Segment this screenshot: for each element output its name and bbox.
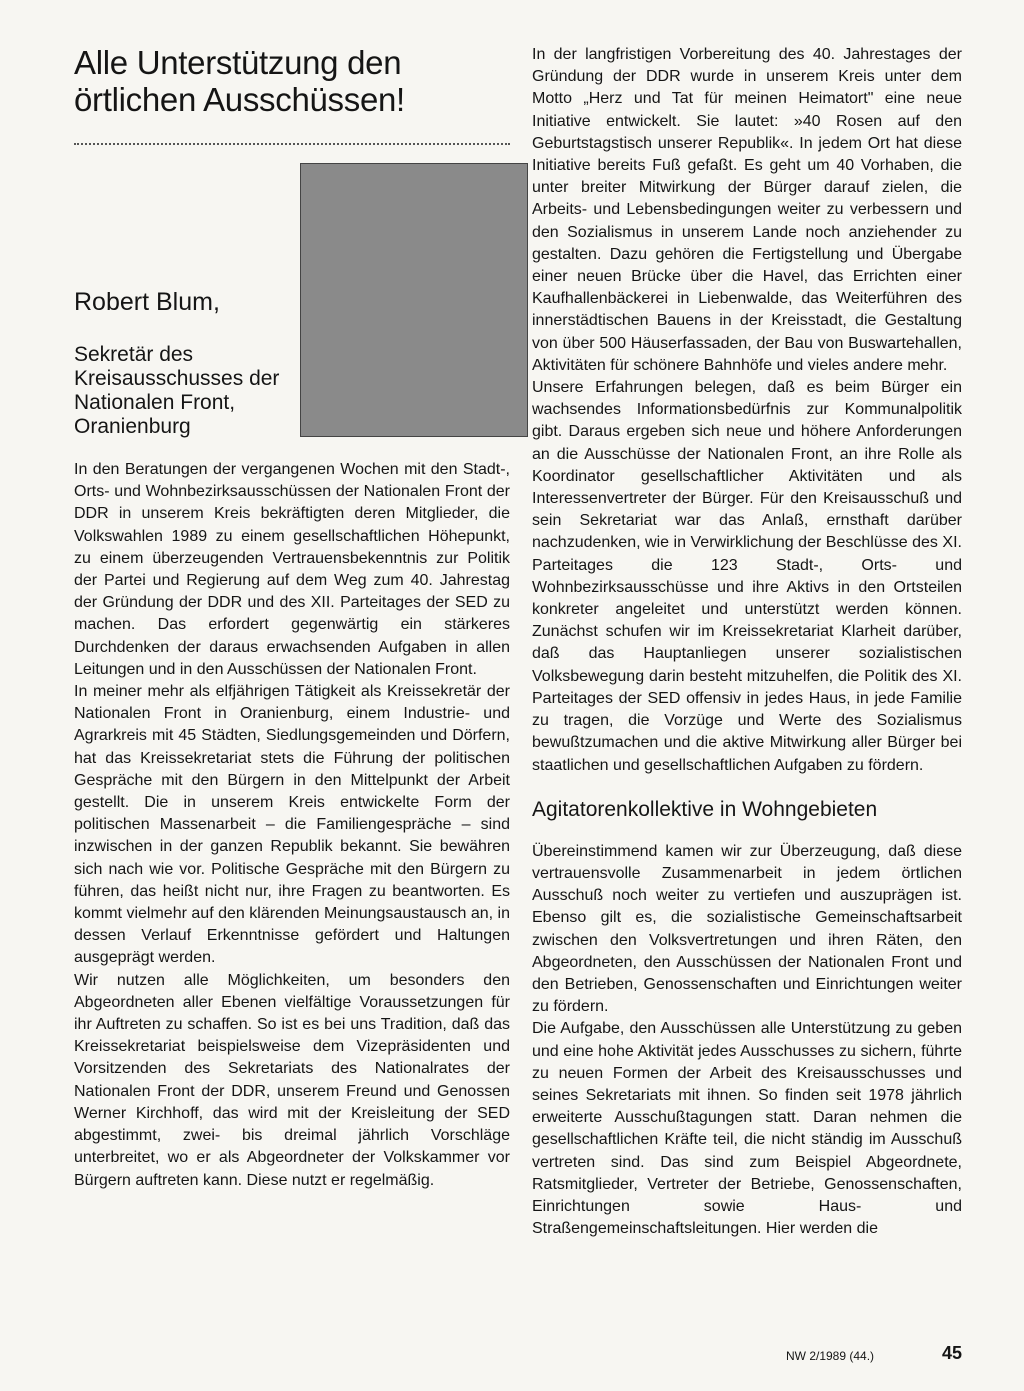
headline-block	[74, 44, 510, 118]
body-paragraph: Die Aufgabe, den Ausschüssen alle Unterstützung zu geben und eine hohe Aktivität jedes Ausschusses zu sichern, führte zu neuen Formen der Arbeit des Kreisausschusses und seines Sekretariats mit ihnen. So finden seit 1978 jährlich erweiterte Ausschußtagungen statt. Daran nehmen die gesellschaftlichen Kräfte teil, die nicht ständig im Ausschuß vertreten sind. Das sind zum Beispiel Abgeordnete, Ratsmitglieder, Vertreter der Betriebe, Genossenschaften, Einrichtungen sowie Haus- und Straßengemeinschaftsleitungen. Hier werden die	[532, 1020, 962, 1238]
body-paragraph: Wir nutzen alle Möglichkeiten, um besonders den Abgeordneten aller Ebenen vielfältige Voraussetzungen für ihr Auftreten zu schaffen. So ist es bei uns Tradition, daß das Kreissekretariat beispielsweise dem Vizepräsidenten und Vorsitzenden des Sekretariats des Nationalrates der Nationalen Front der DDR, unserem Freund und Genossen Werner Kirchhoff, das wird mit der Kreisleitung der SED abgestimmt, zwei- bis dreimal jährlich Vorschläge unterbreitet, wo er als Abgeordneter der Volkskammer vor Bürgern auftreten kann. Diese nutzt er regelmäßig.	[74, 971, 510, 1189]
headline-divider	[74, 143, 510, 145]
section-subheading: Agitatorenkollektive in Wohngebieten	[532, 797, 878, 821]
page-footer	[786, 1343, 962, 1367]
author-photo	[300, 163, 528, 437]
body-paragraph: In meiner mehr als elfjährigen Tätigkeit als Kreissekretär der Nationalen Front in Oranienburg, einem Industrie- und Agrarkreis mit 45 Städten, Siedlungsgemeinden und Dörfern, hat das Kreissekretariat stets die Führung der politischen Gespräche mit den Bürgern in den Mittelpunkt der Arbeit gestellt. Die in unserem Kreis entwickelte Form der politischen Massenarbeit – die Familiengespräche – sind inzwischen in der ganzen Republik bekannt. Sie bewähren sich nach wie vor. Politische Gespräche mit den Bürgern zu führen, das heißt nicht nur, ihre Fragen zu beantworten. Es kommt vielmehr auf den klärenden Meinungsaustausch an, in dessen Verlauf Erkenntnisse gefördert und Haltungen ausgeprägt werden.	[74, 683, 510, 967]
body-paragraph: In den Beratungen der vergangenen Wochen mit den Stadt-, Orts- und Wohnbezirksausschüssen der Nationalen Front der DDR in unserem Kreis bekräftigten deren Mitglieder, die Volkswahlen 1989 zu einem gesellschaftlichen Höhepunkt, zu einem überzeugenden Vertrauensbekenntnis zur Politik der Partei und Regierung auf dem Weg zum 40. Jahrestag der Gründung der DDR und des XII. Parteitages der SED zu machen. Das erfordert gegenwärtig ein stärkeres Durchdenken der daraus erwachsenden Aufgaben in allen Leitungen und in den Ausschüssen der Nationalen Front.	[74, 461, 510, 678]
right-column-body	[532, 44, 962, 1240]
author-byline	[74, 287, 294, 439]
left-column-body	[74, 459, 510, 1192]
body-paragraph: Unsere Erfahrungen belegen, daß es beim Bürger ein wachsendes Informationsbedürfnis zur Kommunalpolitik gibt. Daraus ergeben sich neue und höhere Anforderungen an die Ausschüsse der Nationalen Front, an ihre Rolle als Koordinator gesellschaftlicher Aktivitäten und als Interessenvertreter der Bürger. Für den Kreisausschuß und sein Sekretariat war das Anlaß, ernsthaft darüber nachzudenken, wie in Verwirklichung der Beschlüsse des XI. Parteitages die 123 Stadt-, Orts- und Wohnbezirksausschüsse und ihre Aktivs in den Ortsteilen konkreter angeleitet und unterstützt werden können. Zunächst schufen wir im Kreissekretariat Klarheit darüber, daß das Hauptanliegen unserer sozialistischen Volksbewegung darin besteht mitzuhelfen, die Politik des XI. Parteitages der SED offensiv in jedes Haus, in jede Familie zu tragen, die Vorzüge und Werte des Sozialismus bewußtzumachen und die aktive Mitwirkung aller Bürger bei staatlichen und gesellschaftlichen Aufgaben zu fördern.	[532, 379, 962, 774]
issue-label: NW 2/1989 (44.)	[786, 1349, 875, 1363]
body-paragraph: Übereinstimmend kamen wir zur Überzeugung, daß diese vertrauensvolle Zusammenarbeit in jedem örtlichen Ausschuß noch weiter zu vertiefen und auszuprägen ist. Ebenso gilt es, die sozialistische Gemeinschaftsarbeit zwischen den Volksvertretungen und ihren Räten, den Abgeordneten, den Ausschüssen der Nationalen Front und den Betrieben, Genossenschaften und Einrichtungen weiter zu fördern.	[532, 842, 962, 1016]
article-headline: Alle Unterstützung den örtlichen Ausschüssen!	[74, 44, 405, 118]
body-paragraph: In der langfristigen Vorbereitung des 40. Jahrestages der Gründung der DDR wurde in unserem Kreis unter dem Motto „Herz und Tat für meinen Heimatort" eine neue Initiative entwickelt. Sie lautet: »40 Rosen auf den Geburtstagstisch unserer Republik«. In jedem Ort hat diese Initiative bereits Fuß gefaßt. Es geht um 40 Vorhaben, die unter breiter Mitwirkung der Bürger darauf zielen, die Arbeits- und Lebensbedingungen weiter zu verbessern und den Sozialismus in unserem Lande noch anziehender zu gestalten. Dazu gehören die Fertigstellung und Übergabe einer neuen Brücke über die Havel, das Errichten einer Kaufhallenbäckerei in Liebenwalde, das Weiterführen des innerstädtischen Bauens in der Kreisstadt, die Gestaltung von über 500 Häuserfassaden, der Bau von Buswartehallen, Aktivitäten für schönere Bahnhöfe und vieles andere mehr.	[532, 46, 962, 374]
author-name: Robert Blum,	[74, 288, 220, 316]
author-title: Sekretär des Kreisausschusses der Nationalen Front, Oranienburg	[74, 343, 280, 438]
page-number: 45	[941, 1343, 962, 1363]
